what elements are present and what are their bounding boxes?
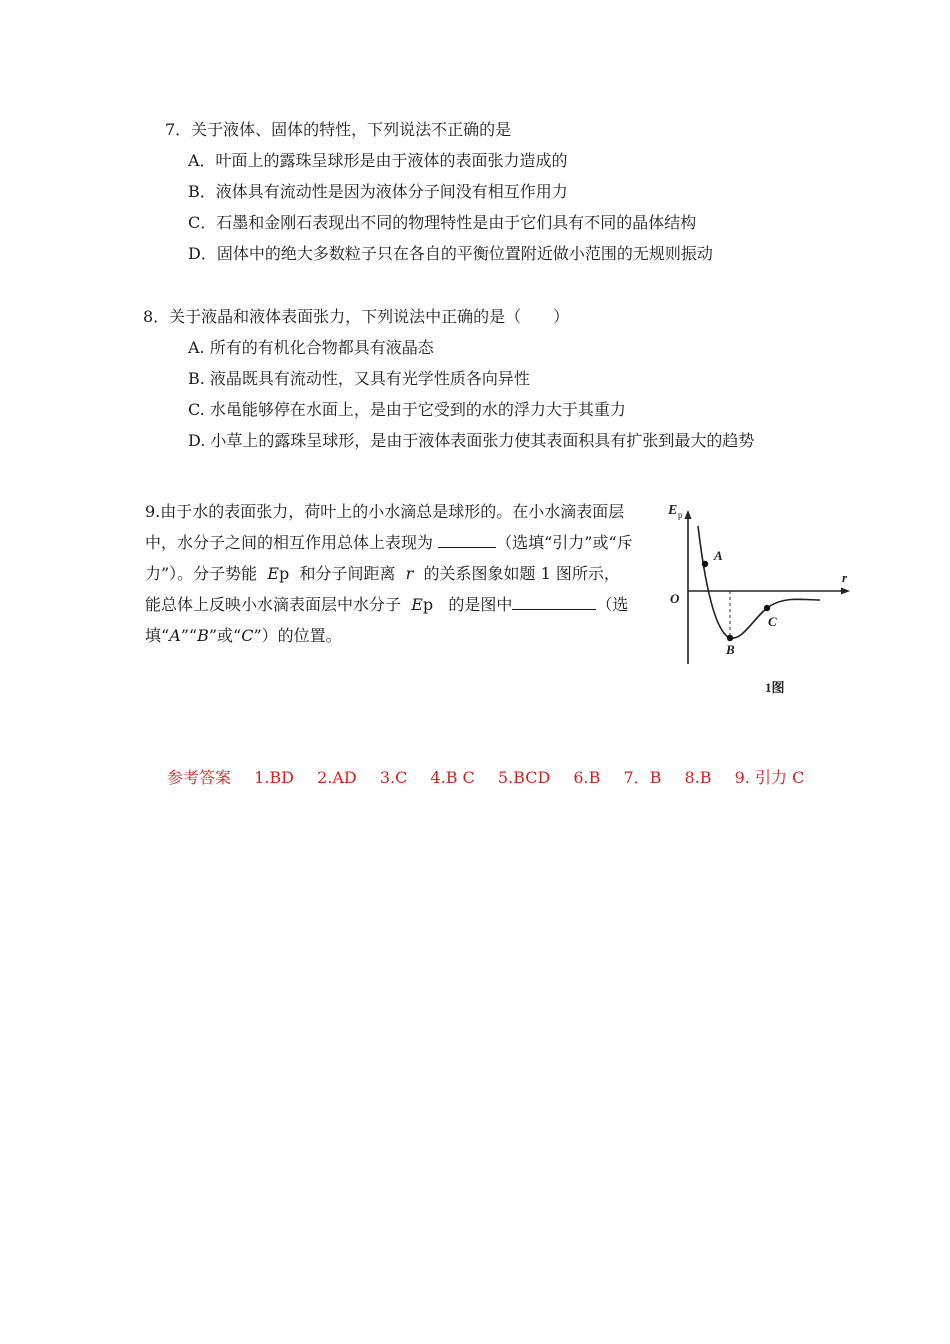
answer-8: 8.B bbox=[684, 768, 712, 787]
ep-r-graph-svg bbox=[662, 496, 862, 701]
figure-caption: 1图 bbox=[765, 680, 785, 695]
q9-choice-a: A bbox=[169, 626, 181, 645]
y-axis-arrow bbox=[685, 510, 692, 519]
q9-line-2-choice: （选填“引力”或“斥 bbox=[496, 533, 633, 552]
question-9 bbox=[145, 496, 645, 651]
q9-line-2 bbox=[145, 527, 645, 558]
q8-option-c: C. 水黾能够停在水面上，是由于它受到的水的浮力大于其重力 bbox=[188, 400, 626, 419]
q9-line-4-text: 能总体上反映小水滴表面层中水分子 bbox=[145, 595, 402, 614]
q9-r-symbol: r bbox=[405, 564, 414, 583]
q9-line-4-end: （选 bbox=[596, 595, 629, 614]
answer-9: 9. 引力 C bbox=[734, 768, 805, 787]
answer-2: 2.AD bbox=[317, 768, 357, 787]
point-a-dot bbox=[702, 561, 708, 567]
q9-ep-sub: p bbox=[279, 564, 290, 583]
q9-ep-sub-2: p bbox=[422, 595, 434, 614]
answer-3: 3.C bbox=[379, 768, 408, 787]
q9-line-4-mid: 的是图中 bbox=[448, 595, 513, 614]
point-c-dot bbox=[764, 605, 770, 611]
ep-curve bbox=[698, 526, 820, 638]
q7-option-b: B．液体具有流动性是因为液体分子间没有相互作用力 bbox=[188, 182, 568, 201]
q8-option-b: B. 液晶既具有流动性，又具有光学性质各向异性 bbox=[188, 369, 530, 388]
x-axis-arrow bbox=[841, 588, 850, 595]
q9-line-5-sep2: ”或“ bbox=[208, 626, 242, 645]
q9-choice-b: B bbox=[197, 626, 209, 645]
x-axis-label: r bbox=[842, 570, 848, 585]
q9-choice-c: C bbox=[241, 626, 254, 645]
q8-option-d: D. 小草上的露珠呈球形，是由于液体表面张力使其表面积具有扩张到最大的趋势 bbox=[188, 431, 755, 450]
y-axis-label-sub: p bbox=[678, 510, 683, 520]
q7-stem: 7．关于液体、固体的特性，下列说法不正确的是 bbox=[165, 120, 512, 139]
q9-answer-blank-1[interactable] bbox=[438, 530, 496, 548]
q8-stem: 8．关于液晶和液体表面张力，下列说法中正确的是（ ） bbox=[143, 307, 570, 326]
q9-ep-symbol-2: E bbox=[411, 595, 423, 614]
answer-5: 5.BCD bbox=[497, 768, 551, 787]
answers-label: 参考答案 bbox=[167, 768, 232, 787]
answer-4: 4.B C bbox=[430, 768, 475, 787]
q7-option-a: A．叶面上的露珠呈球形是由于液体的表面张力造成的 bbox=[188, 151, 568, 170]
q9-answer-blank-2[interactable] bbox=[512, 592, 596, 610]
point-c-label: C bbox=[768, 614, 777, 629]
q9-line-3 bbox=[145, 558, 645, 589]
q9-line-2-text: 中，水分子之间的相互作用总体上表现为 bbox=[145, 533, 434, 552]
y-axis-label: E bbox=[668, 503, 678, 518]
q9-ep-symbol: E bbox=[267, 564, 280, 583]
reference-answers bbox=[167, 765, 822, 788]
q9-line-5-start: 填“ bbox=[145, 626, 170, 645]
q9-line-5-sep1: ”“ bbox=[180, 626, 198, 645]
point-a-label: A bbox=[714, 548, 723, 563]
q9-line-3-text: 力”）。分子势能 bbox=[145, 564, 258, 583]
q9-line-3-mid: 和分子间距离 bbox=[299, 564, 396, 583]
q8-option-a: A. 所有的有机化合物都具有液晶态 bbox=[188, 338, 434, 357]
answer-7: 7．B bbox=[623, 768, 662, 787]
q9-line-3-end: 的关系图象如题 1 图所示， bbox=[423, 564, 620, 583]
answer-1: 1.BD bbox=[254, 768, 294, 787]
q7-option-d: D．固体中的绝大多数粒子只在各自的平衡位置附近做小范围的无规则振动 bbox=[188, 244, 713, 263]
origin-label: O bbox=[670, 591, 680, 606]
q9-line-5 bbox=[145, 620, 645, 651]
q7-option-c: C．石墨和金刚石表现出不同的物理特性是由于它们具有不同的晶体结构 bbox=[188, 213, 697, 232]
point-b-dot bbox=[727, 635, 733, 641]
figure-ep-r-graph bbox=[662, 496, 862, 701]
q9-line-5-end: ”）的位置。 bbox=[253, 626, 342, 645]
point-b-label: B bbox=[726, 642, 735, 657]
q9-line-1: 9.由于水的表面张力，荷叶上的小水滴总是球形的。在小水滴表面层 bbox=[145, 502, 625, 521]
answer-6: 6.B bbox=[573, 768, 601, 787]
q9-line-4 bbox=[145, 589, 645, 620]
